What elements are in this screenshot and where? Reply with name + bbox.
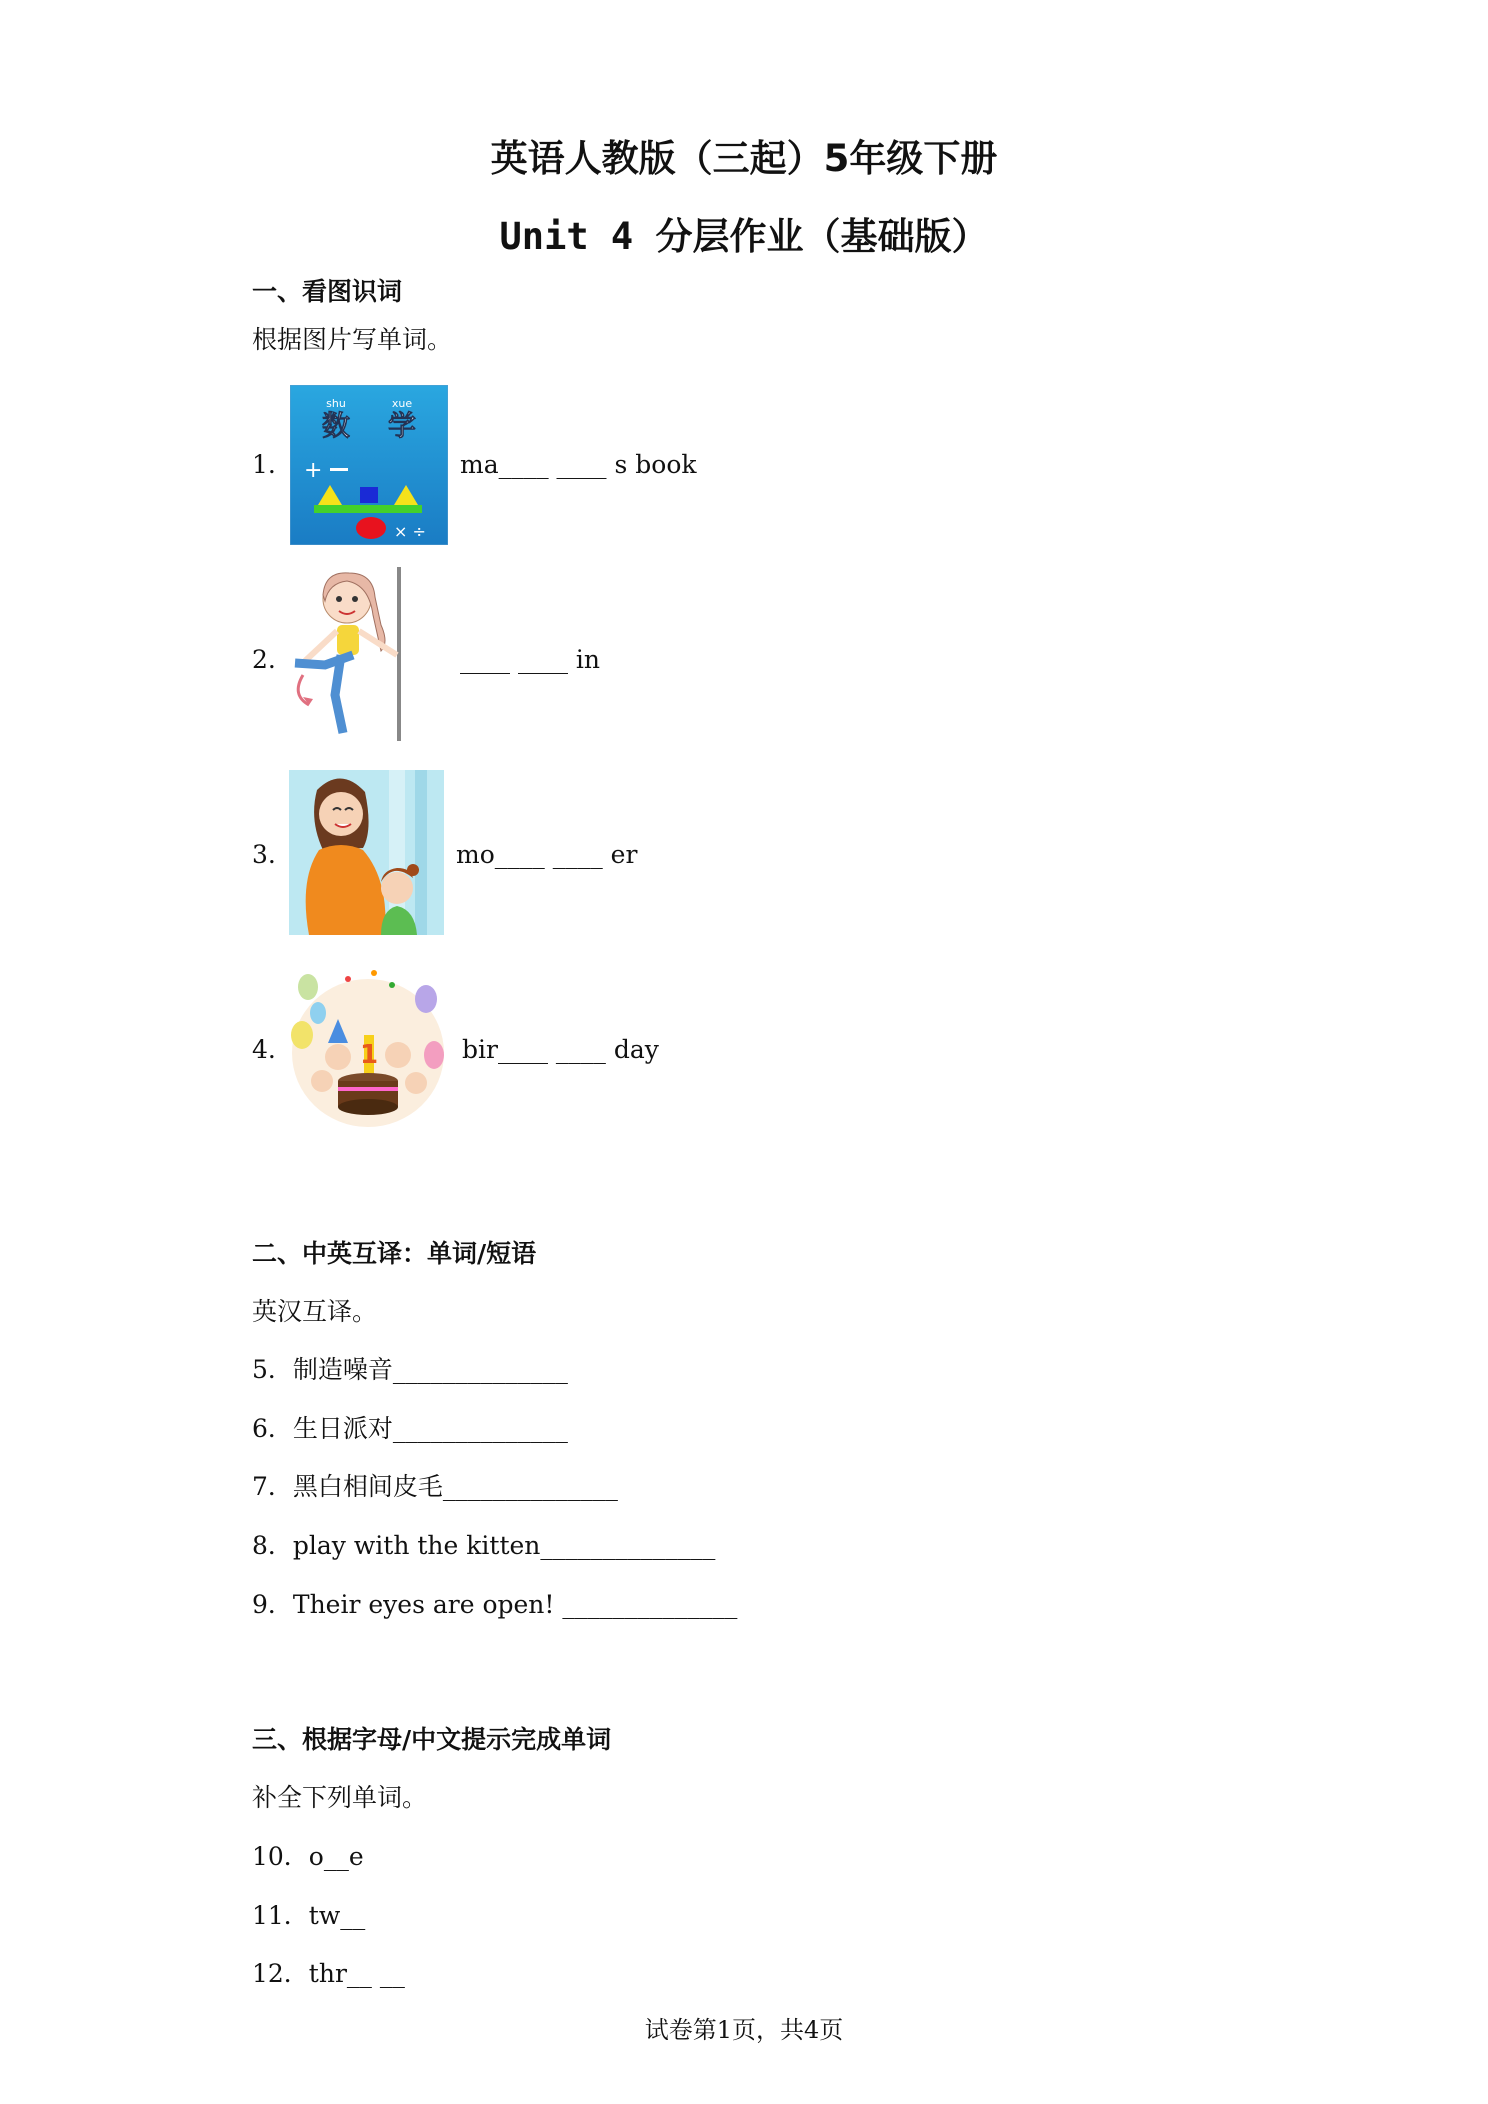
title-line-2: Unit 4 分层作业（基础版）: [499, 215, 989, 258]
pinyin-shu: shu: [326, 397, 346, 410]
mother-and-child-image: [289, 770, 444, 935]
pinyin-xue: xue: [391, 397, 413, 410]
char-shu: 数: [321, 409, 351, 442]
item-10: 10．o__e: [252, 1842, 364, 1871]
item-11: 11．tw__: [252, 1901, 366, 1930]
section-2-instruction: 英汉互译。: [252, 1297, 378, 1326]
item-9: 9．Their eyes are open! ______________: [252, 1590, 738, 1619]
item-5: 5．制造噪音______________: [252, 1355, 568, 1384]
section-1-heading: 一、看图识词: [252, 277, 403, 306]
item-7: 7．黑白相间皮毛______________: [252, 1472, 618, 1501]
candle-number: 1: [359, 1040, 379, 1070]
item-1-text: ma____ ____ s book: [460, 450, 697, 479]
section-3-heading: 三、根据字母/中文提示完成单词: [252, 1725, 612, 1754]
page-footer: 试卷第1页，共4页: [644, 2016, 844, 2044]
section-2-heading: 二、中英互译：单词/短语: [252, 1239, 537, 1268]
title-line-1: 英语人教版（三起）5年级下册: [490, 137, 998, 180]
item-4-number: 4.: [252, 1035, 276, 1064]
birthday-party-image: [288, 963, 448, 1131]
item-3-number: 3.: [252, 840, 276, 869]
item-4-text: bir____ ____ day: [462, 1035, 659, 1064]
item-6: 6．生日派对______________: [252, 1414, 568, 1443]
item-2-number: 2.: [252, 645, 276, 674]
item-1-number: 1.: [252, 450, 276, 479]
char-xue: 学: [387, 409, 417, 442]
svg-text:× ÷: × ÷: [394, 522, 426, 541]
section-3-instruction: 补全下列单词。: [252, 1783, 428, 1812]
item-3-text: mo____ ____ er: [456, 840, 638, 869]
item-8: 8．play with the kitten______________: [252, 1531, 716, 1560]
math-book-image: [290, 385, 448, 545]
svg-text:+: +: [304, 458, 323, 483]
item-12: 12．thr__ __: [252, 1959, 405, 1988]
item-2-text: ____ ____ in: [460, 645, 600, 674]
section-1-instruction: 根据图片写单词。: [252, 325, 453, 354]
girl-balancing-image: [285, 565, 415, 743]
